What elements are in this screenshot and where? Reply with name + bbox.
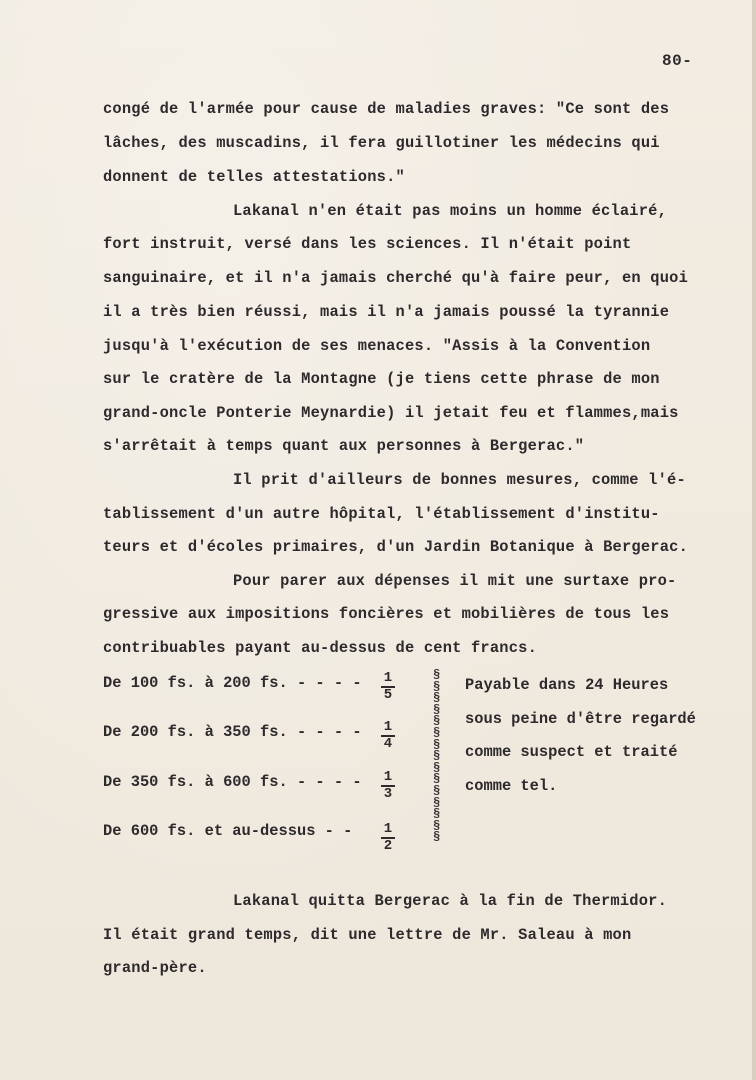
fraction-denominator: 2 bbox=[383, 838, 393, 854]
tax-range: De 100 fs. à 200 fs. - - - - bbox=[103, 674, 362, 692]
text-line: Pour parer aux dépenses il mit une surtaxe pro- bbox=[233, 572, 677, 590]
fraction-numerator: 1 bbox=[381, 770, 395, 787]
tax-fraction bbox=[381, 822, 395, 854]
text-line: il a très bien réussi, mais il n'a jamais poussé la tyrannie bbox=[103, 303, 670, 321]
fraction-numerator: 1 bbox=[381, 671, 395, 688]
text-line: lâches, des muscadins, il fera guillotiner les médecins qui bbox=[103, 134, 660, 152]
text-line: Il était grand temps, dit une lettre de Mr. Saleau à mon bbox=[103, 926, 632, 944]
text-line: s'arrêtait à temps quant aux personnes à Bergerac." bbox=[103, 437, 585, 455]
text-line: Lakanal n'en était pas moins un homme éclairé, bbox=[233, 202, 668, 220]
tax-range: De 350 fs. à 600 fs. - - - - bbox=[103, 773, 362, 791]
text-line: Il prit d'ailleurs de bonnes mesures, comme l'é- bbox=[233, 471, 686, 489]
text-line: tablissement d'un autre hôpital, l'établissement d'institu- bbox=[103, 505, 660, 523]
tax-range: De 200 fs. à 350 fs. - - - - bbox=[103, 723, 362, 741]
tax-range: De 600 fs. et au-dessus - - bbox=[103, 822, 353, 840]
text-line: grand-père. bbox=[103, 959, 207, 977]
text-line: Lakanal quitta Bergerac à la fin de Thermidor. bbox=[233, 892, 668, 910]
text-line: donnent de telles attestations." bbox=[103, 168, 405, 186]
tax-note-line: comme tel. bbox=[465, 777, 558, 795]
fraction-denominator: 5 bbox=[383, 687, 393, 703]
tax-note-line: comme suspect et traité bbox=[465, 743, 678, 761]
text-line: congé de l'armée pour cause de maladies graves: "Ce sont des bbox=[103, 100, 670, 118]
page-number: 80- bbox=[662, 52, 693, 70]
tax-note-line: sous peine d'être regardé bbox=[465, 710, 696, 728]
section-mark-brace: §§§§§§§§§§§§§§§ bbox=[433, 668, 441, 845]
fraction-denominator: 4 bbox=[383, 736, 393, 752]
text-line: grand-oncle Ponterie Meynardie) il jetait feu et flammes,mais bbox=[103, 404, 679, 422]
page-edge bbox=[752, 0, 756, 1080]
fraction-numerator: 1 bbox=[381, 822, 395, 839]
text-line: teurs et d'écoles primaires, d'un Jardin Botanique à Bergerac. bbox=[103, 538, 689, 556]
text-line: sur le cratère de la Montagne (je tiens cette phrase de mon bbox=[103, 370, 660, 388]
text-line: fort instruit, versé dans les sciences. Il n'était point bbox=[103, 235, 632, 253]
text-line: gressive aux impositions foncières et mobilières de tous les bbox=[103, 605, 670, 623]
tax-note-line: Payable dans 24 Heures bbox=[465, 676, 669, 694]
text-line: jusqu'à l'exécution de ses menaces. "Assis à la Convention bbox=[103, 337, 651, 355]
tax-fraction bbox=[381, 720, 395, 752]
text-line: sanguinaire, et il n'a jamais cherché qu'à faire peur, en quoi bbox=[103, 269, 689, 287]
fraction-numerator: 1 bbox=[381, 720, 395, 737]
tax-fraction bbox=[381, 770, 395, 802]
text-line: contribuables payant au-dessus de cent francs. bbox=[103, 639, 538, 657]
fraction-denominator: 3 bbox=[383, 786, 393, 802]
tax-fraction bbox=[381, 671, 395, 703]
